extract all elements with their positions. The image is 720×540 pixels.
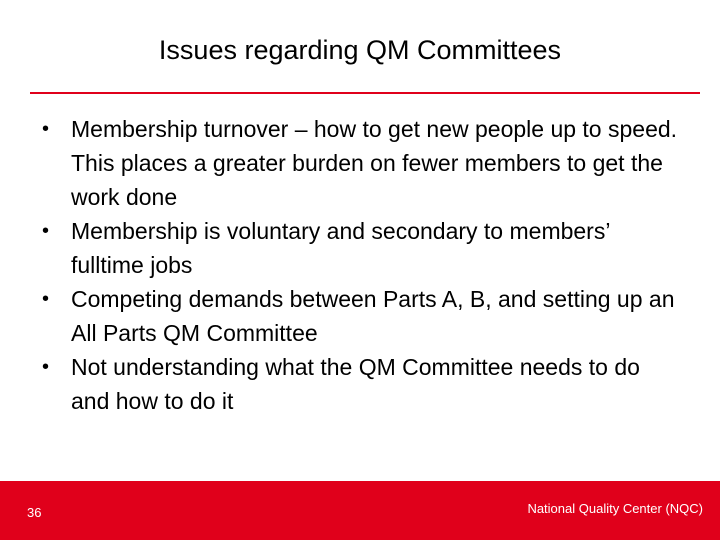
bullet-item xyxy=(42,214,682,282)
bullet-text: Not understanding what the QM Committee needs to do and how to do it xyxy=(71,354,640,414)
bullet-text: Membership turnover – how to get new people up to speed. This places a greater burden on fewer members to get the work done xyxy=(71,116,678,210)
footer-organization: National Quality Center (NQC) xyxy=(527,501,703,516)
bullet-item xyxy=(42,282,682,350)
bullet-item xyxy=(42,112,682,214)
bullet-icon: • xyxy=(42,356,50,378)
slide-number: 36 xyxy=(27,505,42,520)
bullet-item xyxy=(42,350,682,418)
bullet-icon: • xyxy=(42,288,50,310)
bullet-text: Membership is voluntary and secondary to members’ fulltime jobs xyxy=(71,218,610,278)
slide-title: Issues regarding QM Committees xyxy=(158,35,562,65)
footer-bar xyxy=(0,481,720,540)
bullet-icon: • xyxy=(42,220,50,242)
bullet-icon: • xyxy=(42,118,50,140)
title-divider xyxy=(30,92,700,94)
bullet-list xyxy=(42,112,682,418)
bullet-text: Competing demands between Parts A, B, and setting up an All Parts QM Committee xyxy=(71,286,675,346)
